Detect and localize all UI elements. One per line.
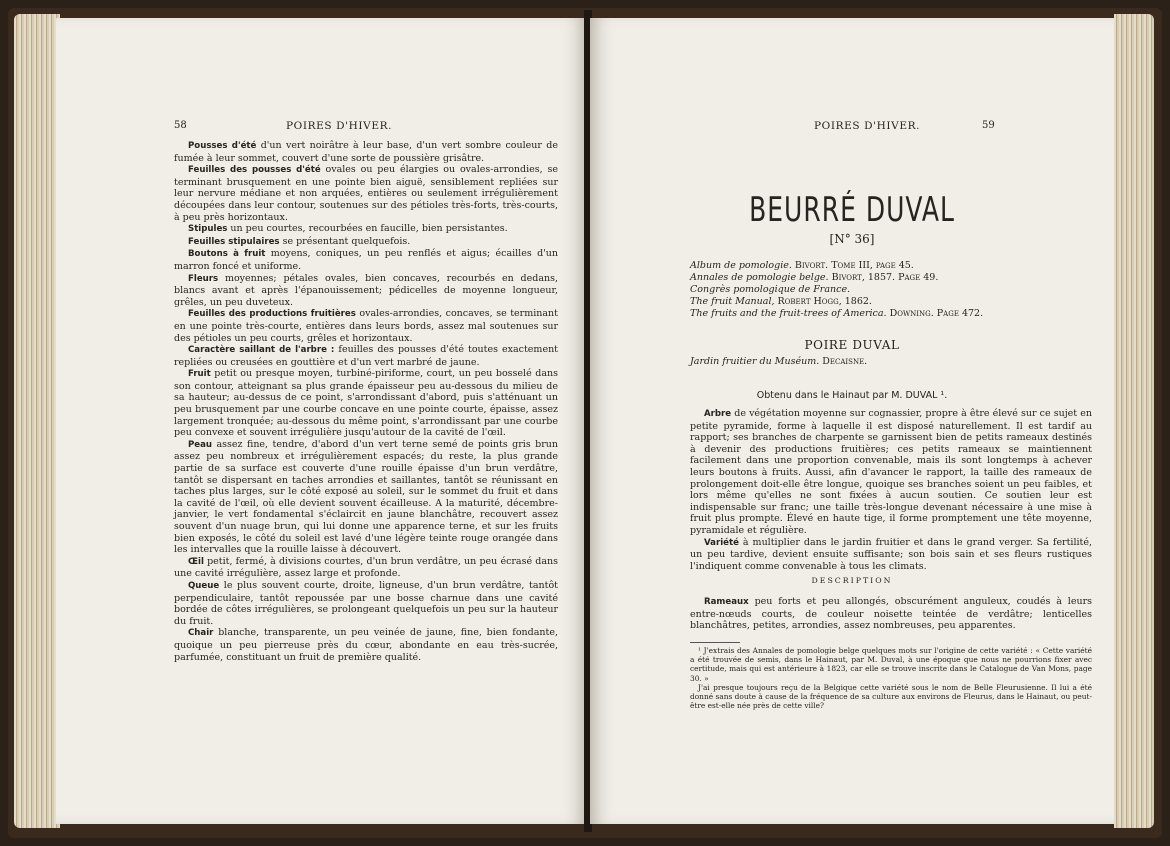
- paragraph-text: petit ou presque moyen, turbiné-piriforme, court, un peu bosselé dans son contour, atteignant sa plus grande épaisseur peu au-dessous du milieu de sa hauteur; au-dessus de ce point, s'arrondissant d'abord, puis s'atténuant un peu brusquement par une courbe concave en une pointe courte, épaisse, assez largement tronquée; au-dessous du même point, s'arrondissant par une courbe peu convexe et souvent irrégulière jusqu'autour de la cavité de l'œil.: [174, 368, 558, 439]
- paragraph-lead: Fruit: [188, 369, 211, 380]
- paragraph-lead: Stipules: [188, 224, 228, 235]
- reference-line: [690, 296, 1090, 308]
- paragraph-text: assez fine, tendre, d'abord d'un vert terne semé de points gris brun assez peu nombreux et irrégulièrement espacés; du reste, la plus grande partie de sa surface est couverte d'une rouille épaisse d'un brun verdâtre, tantôt se dispersant en taches arrondies et saillantes, tantôt se réunissant en taches plus larges, sur le côté exposé au soleil, sur le sommet du fruit et dans la cavité de l'œil, où elle devient souvent écailleuse. A la maturité, décembre-janvier, le vert fondamental s'éclaircit en jaune blanchâtre, recouvert assez souvent d'un nuage brun, qui lui donne une apparence terne, et sur les fruits bien exposés, le côté du soleil est lavé d'une légère teinte rouge orangée dans les intervalles que la rouille laisse à découvert.: [174, 438, 558, 556]
- reference-author: Bivort,: [828, 272, 865, 283]
- reference-work: The fruit Manual,: [690, 296, 775, 307]
- paragraph-lead: Feuilles des productions fruitières: [188, 309, 356, 320]
- paragraph-text: moyens, coniques, un peu renflés et aigus; écailles d'un marron foncé et uniforme.: [174, 248, 559, 272]
- paragraph: [690, 596, 1092, 632]
- paragraph-text: feuilles des pousses d'été toutes exactement repliées ou creusées en gouttière et d'un vert marbré de jaune.: [174, 344, 559, 368]
- paragraph-lead: Pousses d'été: [188, 141, 257, 151]
- reference-work: The fruits and the fruit-trees of America.: [690, 308, 887, 319]
- paragraph-lead: Boutons à fruit: [188, 249, 266, 260]
- reference-author: Bivort.: [791, 260, 829, 271]
- paragraph-text: moyennes; pétales ovales, bien concaves, recourbés en dedans, blancs avant et après l'épanouissement; pédicelles de moyenne longueur, grêles, un peu duveteux.: [174, 272, 558, 308]
- paragraph-lead: Caractère saillant de l'arbre :: [188, 345, 335, 356]
- paragraph: [174, 248, 558, 272]
- paragraph-text: un peu courtes, recourbées en faucille, bien persistantes.: [227, 223, 508, 235]
- right-page-edges: [1114, 14, 1154, 828]
- reference-line: [690, 272, 1090, 284]
- paragraph-text: à multiplier dans le jardin fruitier et dans le grand verger. Sa fertilité, un peu tardive, devient ensuite suffisante; son bois sain et ses fleurs rustiques l'indiquent comme convenable à tous les climats.: [690, 536, 1092, 572]
- reference-author: Robert Hogg,: [774, 296, 842, 307]
- paragraph-lead: Feuilles stipulaires: [188, 236, 280, 247]
- paragraph-text: d'un vert noirâtre à leur base, d'un vert sombre couleur de fumée à leur sommet, couvert d'une sorte de poussière grisâtre.: [174, 140, 558, 164]
- reference-line: [690, 284, 1090, 296]
- left-body-text: [174, 140, 558, 663]
- origin-line: Obtenu dans le Hainaut par M. DUVAL ¹.: [756, 390, 948, 401]
- reference-work: Congrès pomologique de France.: [690, 284, 851, 295]
- paragraph: [174, 273, 558, 309]
- reference-work: Album de pomologie.: [690, 260, 792, 271]
- paragraph-text: blanche, transparente, un peu veinée de jaune, fine, bien fondante, quoique un peu pierreuse près du cœur, abondante en eau très-sucrée, parfumée, constituant un fruit de première qualité.: [174, 627, 558, 663]
- paragraph: [174, 140, 558, 164]
- paragraph-lead: Fleurs: [188, 273, 219, 284]
- paragraph: [174, 344, 558, 368]
- variety-title: BEURRÉ DUVAL: [749, 190, 955, 230]
- reference-author: Downing.: [886, 308, 934, 319]
- footnote: J'ai presque toujours reçu de la Belgique cette variété sous le nom de Belle Fleurusienne. Il lui a été donné sans doute à cause de la fréquence de sa culture aux environs de Fleurus, dans le Hainaut, ou peut-être est-elle née près de cette ville?: [690, 682, 1092, 711]
- paragraph: [174, 439, 558, 556]
- paragraph-lead: Peau: [188, 439, 213, 450]
- reference-author: Decaisne.: [819, 356, 868, 367]
- footnote: ¹ J'extrais des Annales de pomologie belge quelques mots sur l'origine de cette variété : « Cette variété a été trouvée de semis, dans le Hainaut, par M. Duval, à une époque que nous ne pourrions fixer avec certitude, mais qui est antérieure à 1823, car elle se trouve inscrite dans le Catalogue de Van Mons, page 30. »: [690, 646, 1092, 683]
- paragraph-text: le plus souvent courte, droite, ligneuse, d'un brun verdâtre, tantôt perpendiculaire, tantôt repoussée par une bosse charnue dans une cavité bordée de côtes irrégulières, se prolongeant quelquefois un peu sur la hauteur du fruit.: [174, 579, 558, 627]
- paragraph: [174, 580, 558, 627]
- description-text: [690, 596, 1092, 632]
- paragraph-lead: Œil: [188, 556, 204, 567]
- reference-detail: 1862.: [841, 296, 872, 307]
- paragraph: [174, 223, 558, 236]
- paragraph-text: petit, fermé, à divisions courtes, d'un brun verdâtre, un peu écrasé dans une cavité irrégulière, assez large et profonde.: [174, 555, 558, 580]
- left-page: [56, 18, 586, 824]
- paragraph: [174, 368, 558, 439]
- synonym-title: POIRE DUVAL: [804, 338, 900, 352]
- footnote-rule: [690, 642, 740, 643]
- paragraph: [690, 537, 1092, 573]
- footnotes: [690, 646, 1092, 710]
- page-number: 58: [174, 120, 187, 131]
- paragraph-text: de végétation moyenne sur cognassier, propre à être élevé sur ce sujet en petite pyramide, forme à laquelle il est disposé naturellement. Il est tardif au rapport; ses branches de charpente se garnissent bien de petits rameaux destinés à devenir des productions fruitières; ces petits rameaux se maintiennent facilement dans une proportion convenable, mais ils sont longtemps à achever leurs boutons à fruits. Aussi, afin d'avancer le rapport, la taille des rameaux de prolongement doit-elle être longue, quoique ses branches soient un peu faibles, et lors même qu'elles ne sont fixées à aucun soutien. Ce soutien leur est indispensable sur franc; une taille très-longue devenant nécessaire à une mise à fruit plus prompte. Élevé en haute tige, il forme promptement une tête moyenne, pyramidale et régulière.: [690, 408, 1092, 536]
- reference-detail: Page 472.: [933, 308, 984, 319]
- running-head: POIRES D'HIVER.: [286, 120, 393, 132]
- reference-line: [690, 356, 1090, 368]
- paragraph: [174, 308, 558, 344]
- left-page-edges: [14, 14, 60, 828]
- variety-number: [N° 36]: [829, 232, 875, 246]
- paragraph-lead: Queue: [188, 580, 220, 591]
- synonym-reference: [690, 356, 1090, 368]
- paragraph-lead: Chair: [188, 628, 214, 639]
- reference-detail: Tome III, page 45.: [828, 260, 914, 271]
- paragraph: [174, 164, 558, 223]
- reference-line: [690, 260, 1090, 272]
- paragraph: [174, 236, 558, 249]
- page-number: 59: [982, 120, 995, 131]
- paragraph-text: ovales ou peu élargies ou ovales-arrondies, se terminant brusquement en une pointe bien aiguë, sensiblement repliées sur leur nervure médiane et non arquées, entières ou seulement irrégulièrement découpées dans leur contour, soutenues sur des pétioles très-forts, très-courts, à peu près horizontaux.: [174, 164, 558, 223]
- reference-line: [690, 308, 1090, 320]
- paragraph: [690, 408, 1092, 537]
- description-heading: DESCRIPTION: [811, 576, 893, 585]
- paragraph: [174, 556, 558, 580]
- reference-work: Jardin fruitier du Muséum.: [690, 356, 820, 367]
- running-head: POIRES D'HIVER.: [814, 120, 921, 132]
- bibliography-references: [690, 260, 1090, 320]
- paragraph-lead: Arbre: [704, 409, 732, 419]
- paragraph-lead: Feuilles des pousses d'été: [188, 165, 321, 176]
- paragraph-lead: Rameaux: [704, 597, 749, 607]
- reference-detail: 1857. Page 49.: [864, 272, 939, 283]
- right-body-text: [690, 408, 1092, 572]
- paragraph-text: se présentant quelquefois.: [279, 235, 411, 247]
- paragraph: [174, 627, 558, 663]
- paragraph-text: ovales-arrondies, concaves, se terminant en une pointe très-courte, entières dans leurs bords, assez mal soutenues sur des pétioles un peu courts, grêles et horizontaux.: [174, 308, 558, 344]
- paragraph-text: peu forts et peu allongés, obscurément anguleux, coudés à leurs entre-nœuds courts, de couleur noisette teintée de verdâtre; lenticelles blanchâtres, petites, arrondies, assez nombreuses, peu apparentes.: [690, 596, 1092, 632]
- paragraph-lead: Variété: [704, 537, 739, 548]
- right-page: [590, 18, 1114, 824]
- reference-work: Annales de pomologie belge.: [690, 272, 829, 283]
